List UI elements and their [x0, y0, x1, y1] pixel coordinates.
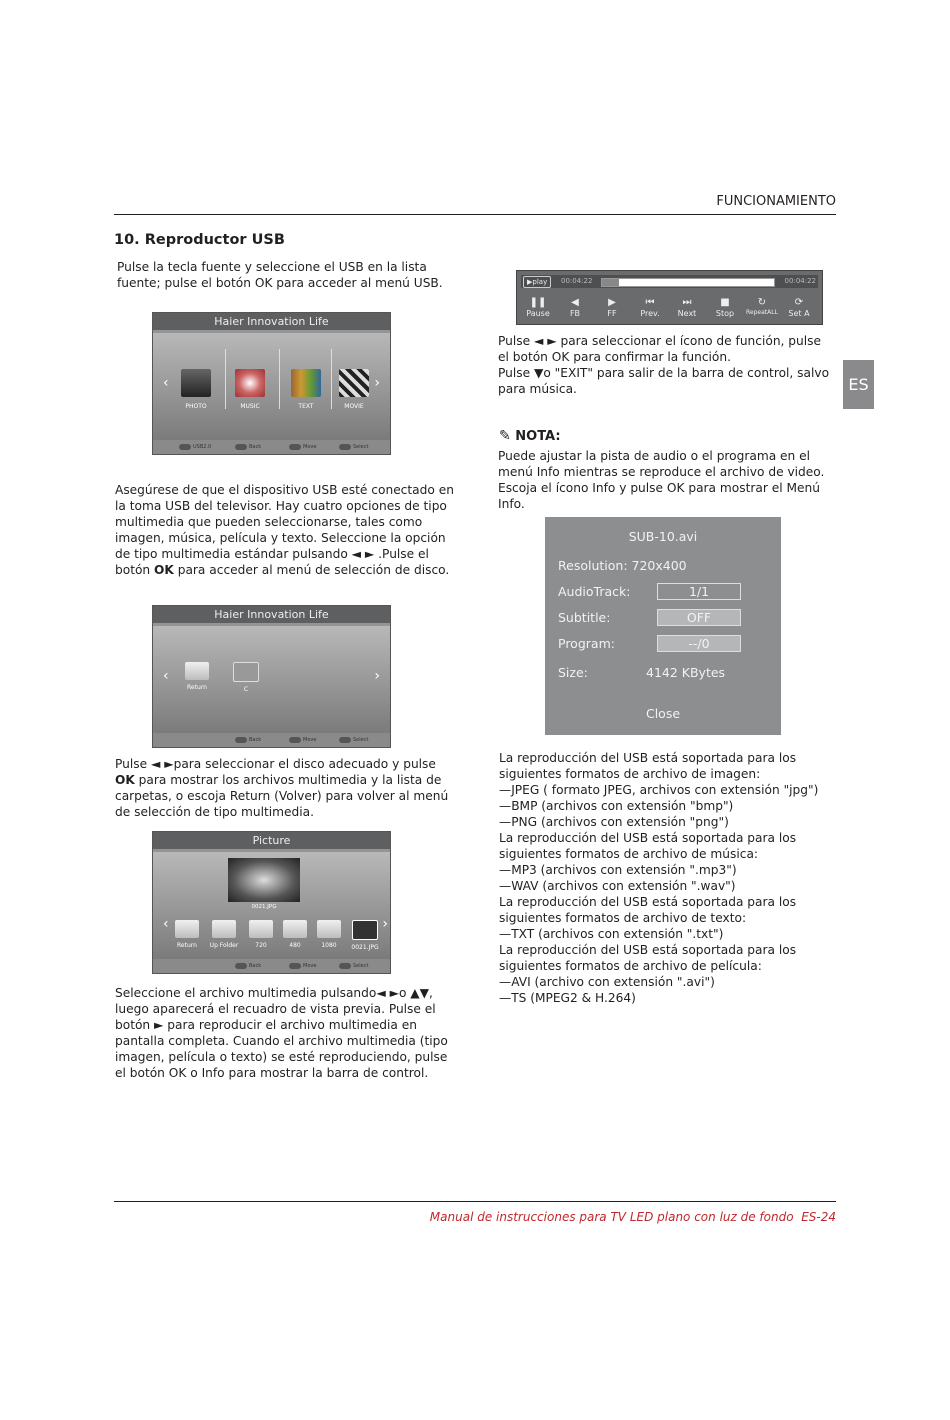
file-item[interactable]: 480 [283, 920, 307, 949]
item-label: TEXT [298, 403, 314, 410]
item-label: Return [187, 684, 207, 691]
subtitle-label: Subtitle: [558, 610, 611, 625]
fast-forward-button[interactable]: ▶ FF [595, 297, 629, 318]
screen-footer: Back Move Select [153, 733, 390, 747]
section-header: FUNCIONAMIENTO [716, 194, 836, 209]
preview-image [228, 858, 300, 902]
forward-icon: ▶ [608, 297, 616, 308]
audiotrack-label: AudioTrack: [558, 584, 631, 599]
file-item[interactable]: Up Folder [209, 920, 239, 949]
language-tab: ES [843, 360, 874, 409]
repeat-icon: ↻ [757, 297, 767, 308]
folder-icon [249, 920, 273, 938]
playback-control-bar [516, 270, 823, 325]
file-item[interactable]: 0021.JPG [351, 920, 379, 951]
progress-fill [602, 279, 619, 286]
note-heading: ✎ NOTA: [499, 428, 561, 444]
camera-icon [181, 369, 211, 397]
folder-icon [283, 920, 307, 938]
note-text: Puede ajustar la pista de audio o el programa en el menú Info mientras se reproduce el archivo de video. Escoja el ícono Info y pulse OK para mostrar el Menú Info. [498, 449, 825, 511]
clapperboard-icon [339, 369, 369, 397]
time-elapsed: 00:04:22 [561, 277, 593, 285]
pause-button[interactable]: ❚❚ Pause [521, 297, 555, 318]
usb-connect-text: Asegúrese de que el dispositivo USB esté conectado en la toma USB del televisor. Hay cuatro opciones de tipo multimedia que pueden seleccionarse, tales como imagen, música, película y texto. Seleccione la opción de tipo multimedia estándar pulsando ◄ ► .Pulse el botón OK para acceder al menú de selección de disco. [115, 483, 454, 577]
screen-title: Picture [153, 832, 390, 849]
disk-icon [233, 662, 259, 682]
image-thumb-icon [352, 920, 378, 940]
screen-title: Haier Innovation Life [153, 606, 390, 623]
file-item[interactable]: 1080 [317, 920, 341, 949]
music-item[interactable] [235, 369, 265, 410]
disk-c[interactable] [231, 662, 261, 693]
file-select-text: Seleccione el archivo multimedia pulsando◄ ►o ▲▼, luego aparecerá el recuadro de vista previa. Pulse el botón ► para reproducir el archivo multimedia en pantalla completa. Cuando el archivo multimedia (tipo imagen, película o texto) se esté reproduciendo, pulse el botón OK o Info para mostrar la barra de control. [115, 986, 448, 1080]
screen-footer: USB2.0 Back Move Select [153, 440, 390, 454]
program-field[interactable]: --/0 [657, 635, 741, 652]
item-label: MUSIC [240, 403, 260, 410]
right-arrow-icon: › [382, 916, 388, 932]
right-arrow-icon: › [374, 375, 380, 391]
control-bar-text: Pulse ◄ ► para seleccionar el ícono de función, pulse el botón OK para confirmar la función. Pulse ▼o "EXIT" para salir de la barra de control, salvo para música. [498, 334, 830, 396]
item-label: PHOTO [185, 403, 207, 410]
stop-icon: ■ [720, 297, 730, 308]
usb-media-menu-screenshot [152, 312, 391, 455]
preview-label: 0021.JPG [251, 904, 277, 910]
set-a-button[interactable]: ⟳ Set A [782, 297, 816, 318]
screen-footer: Back Move Select [153, 959, 390, 973]
next-icon: ⏭ [682, 297, 692, 308]
resolution-row: Resolution: 720x400 [558, 558, 687, 573]
item-label: MOVIE [344, 403, 364, 410]
info-menu-screenshot [545, 517, 781, 735]
pencil-icon: ✎ [499, 428, 511, 444]
ab-repeat-icon: ⟳ [794, 297, 804, 308]
size-value: 4142 KBytes [646, 665, 726, 680]
repeat-button[interactable]: ↻ RepeatALL [746, 297, 778, 316]
page-title: 10. Reproductor USB [114, 232, 285, 248]
right-arrow-icon: › [374, 668, 380, 684]
left-arrow-icon: ‹ [163, 375, 169, 391]
rewind-icon: ◀ [571, 297, 579, 308]
text-item[interactable] [291, 369, 321, 410]
folder-icon [185, 662, 209, 680]
disk-select-text: Pulse ◄ ►para seleccionar el disco adecuado y pulse OK para mostrar los archivos multimedia y la lista de carpetas, o escoja Return (Volver) para volver al menú de selección de tipo multimedia. [115, 757, 449, 819]
audiotrack-field[interactable]: 1/1 [657, 583, 741, 600]
footer-rule [114, 1201, 836, 1202]
left-arrow-icon: ‹ [163, 916, 169, 932]
picture-browser-screenshot [152, 831, 391, 974]
progress-bar[interactable] [601, 278, 775, 287]
header-rule [114, 214, 836, 215]
movie-item[interactable] [339, 369, 369, 410]
file-item[interactable]: Return [175, 920, 199, 949]
size-label: Size: [558, 665, 588, 680]
footer-text: Manual de instrucciones para TV LED plano con luz de fondo ES-24 [429, 1210, 836, 1224]
folder-icon [317, 920, 341, 938]
pause-icon: ❚❚ [529, 297, 547, 308]
photo-item[interactable] [181, 369, 211, 410]
item-label: C [243, 686, 249, 693]
next-button[interactable]: ⏭ Next [670, 297, 704, 318]
previous-icon: ⏮ [645, 297, 655, 308]
previous-button[interactable]: ⏮ Prev. [633, 297, 667, 318]
time-total: 00:04:22 [784, 277, 816, 285]
return-folder[interactable] [179, 662, 215, 691]
books-icon [291, 369, 321, 397]
play-indicator: ▶play [523, 276, 551, 288]
music-disc-icon [235, 369, 265, 397]
supported-formats: La reproducción del USB está soportada para los siguientes formatos de archivo de imagen: —JPEG ( formato JPEG, archivos con extensión "jpg") —BMP (archivos con extensión "bmp") —PNG (archivos con extensión "png") La reproducción del USB está soportada para los siguientes formatos de archivo de música: —MP3 (archivos con extensión ".mp3") —WAV (archivos con extensión ".wav") La reproducción del USB está soportada para los siguientes formatos de archivo de texto: —TXT (archivos con extensión ".txt") La reproducción del USB está soportada para los siguientes formatos de archivo de película: —AVI (archivo con extensión ".avi") —TS (MPEG2 & H.264) [499, 751, 819, 1005]
stop-button[interactable]: ■ Stop [708, 297, 742, 318]
close-button[interactable]: Close [645, 706, 681, 721]
folder-icon [175, 920, 199, 938]
file-item[interactable]: 720 [249, 920, 273, 949]
left-arrow-icon: ‹ [163, 668, 169, 684]
fast-backward-button[interactable]: ◀ FB [558, 297, 592, 318]
subtitle-field[interactable]: OFF [657, 609, 741, 626]
intro-text: Pulse la tecla fuente y seleccione el USB en la lista fuente; pulse el botón OK para acceder al menú USB. [117, 260, 443, 290]
program-label: Program: [558, 636, 615, 651]
folder-icon [212, 920, 236, 938]
info-filename: SUB-10.avi [628, 529, 698, 544]
disk-select-screenshot [152, 605, 391, 748]
screen-title: Haier Innovation Life [153, 313, 390, 330]
